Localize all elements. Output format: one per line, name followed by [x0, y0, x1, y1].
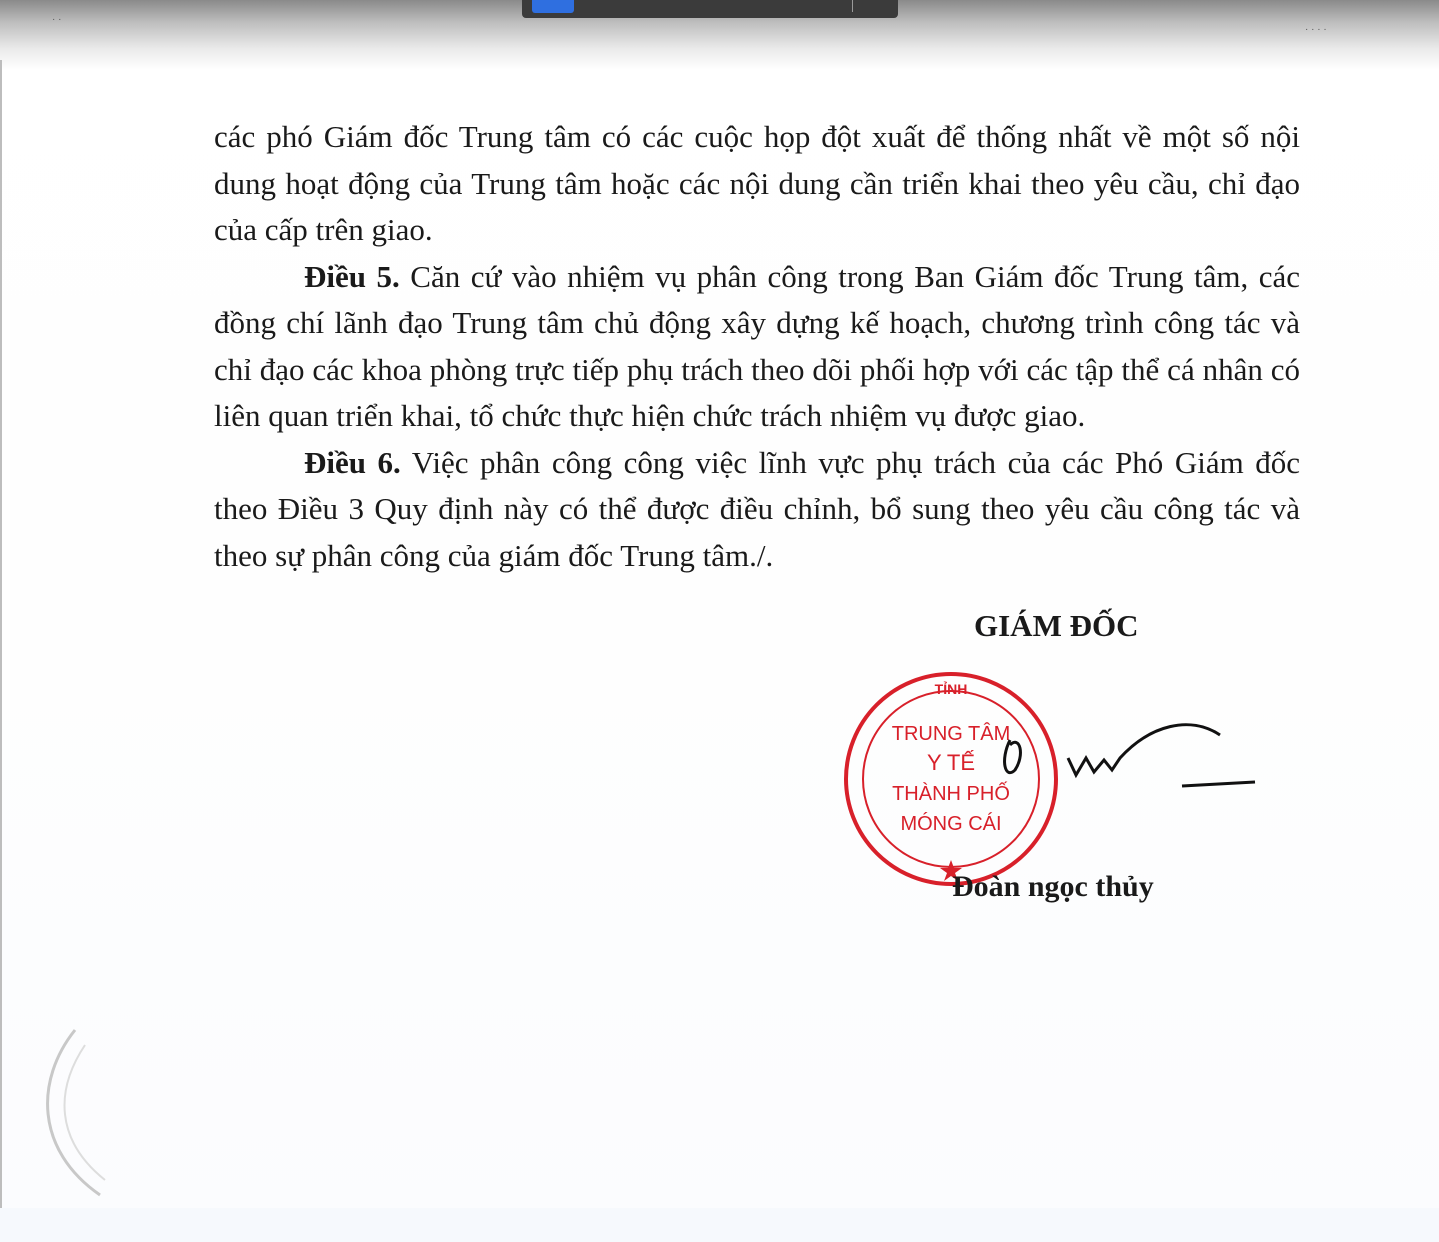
- bleed-through-stamp: [30, 1010, 150, 1210]
- page-left-edge: [0, 60, 2, 1242]
- article-5: [214, 254, 1300, 440]
- page-bottom-band: [0, 1208, 1439, 1242]
- viewer-notification-pill[interactable]: [522, 0, 898, 18]
- document-body: [214, 114, 1300, 579]
- stamp-top-text: TỈNH: [934, 681, 968, 697]
- stamp-line-1: TRUNG TÂM: [891, 723, 1011, 745]
- article-6: [214, 440, 1300, 580]
- signer-title: GIÁM ĐỐC: [974, 608, 1139, 643]
- handwritten-signature: [990, 700, 1270, 810]
- signer-name: Đoàn ngọc thủy: [952, 870, 1154, 903]
- viewer-top-bar: [0, 0, 1439, 70]
- stamp-line-3: THÀNH PHỐ: [892, 783, 1010, 805]
- toolbar-dots: · ·: [52, 14, 62, 25]
- paragraph-continuation: các phó Giám đốc Trung tâm có các cuộc họp đột xuất để thống nhất về một số nội dung hoạt động của Trung tâm hoặc các nội dung cần triển khai theo yêu cầu, chỉ đạo của cấp trên giao.: [214, 119, 1300, 247]
- pill-separator: [852, 0, 853, 12]
- article-5-label: Điều 5.: [304, 258, 400, 294]
- document-app-icon: [532, 0, 574, 13]
- article-5-text: Căn cứ vào nhiệm vụ phân công trong Ban Giám đốc Trung tâm, các đồng chí lãnh đạo Trung tâm chủ động xây dựng kế hoạch, chương trình công tác và chỉ đạo các khoa phòng trực tiếp phụ trách theo dõi phối hợp với các tập thể cá nhân có liên quan triển khai, tổ chức thực hiện chức trách nhiệm vụ được giao.: [214, 258, 1301, 433]
- toolbar-dots-right: · · · ·: [1305, 24, 1327, 35]
- article-6-text: Việc phân công công việc lĩnh vực phụ trách của các Phó Giám đốc theo Điều 3 Quy định này có thể được điều chỉnh, bổ sung theo yêu cầu công tác và theo sự phân công của giám đốc Trung tâm./.: [214, 444, 1301, 573]
- stamp-line-4: MÓNG CÁI: [900, 813, 1002, 835]
- stamp-line-2: Y TẾ: [926, 750, 976, 775]
- article-6-label: Điều 6.: [304, 444, 401, 480]
